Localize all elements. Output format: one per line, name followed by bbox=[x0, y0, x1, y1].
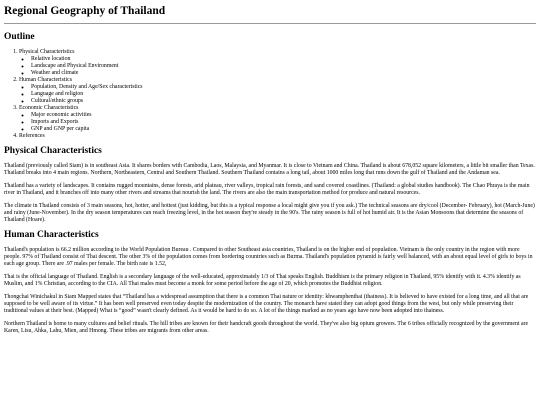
outline-subitem[interactable]: ◦ Population, Density and Age/Sex characteristics bbox=[31, 84, 536, 91]
outline-item-label[interactable]: References bbox=[19, 132, 45, 139]
outline-item-economic[interactable] bbox=[19, 105, 536, 133]
human-paragraph-identity: Thongchai Winichakul in Siam Mapped states that “Thailand has a widespread assumption that there is a common Thai nature or identity: khwamphenthai (thainess). It is believed to have existed for a long time, and all that are supposed to be well aware of its virtue.” It has been well preserved even today despite the modernization of the country. The monarch have stated they can adopt good things from the west, but only while preserving their traditional values at their best. (Mapped) What is “good” wasn't clearly defined. As it would be hard to do so. A lot of the things marked as no years ago have now been adopted into thainess. bbox=[4, 293, 529, 314]
human-paragraph-language: Thai is the official language of Thailand. English is a secondary language of the well-educated, approximately 1/3 of Thai speaks English. Buddhism is the primary religion in Thailand, 95% identify with it. 4.3% identify as Muslim, and 1% Christian, according to the CIA. All Thai males must become a monk for some period before the age of 20, which promotes the Buddhist religion. bbox=[4, 273, 521, 287]
outline-subitem[interactable]: ◦ Imports and Exports bbox=[31, 119, 536, 126]
human-section bbox=[4, 230, 536, 335]
outline-sublist bbox=[19, 112, 536, 133]
outline-item-label[interactable]: Physical Characteristics bbox=[19, 49, 75, 56]
outline-subitem[interactable]: ◦ GNP and GNP per capita bbox=[31, 126, 536, 133]
outline-subitem[interactable]: ◦ Landscape and Physical Environment bbox=[31, 63, 536, 70]
outline-subitem[interactable]: ◦ Cultural/ethnic groups bbox=[31, 98, 536, 105]
outline-item-physical[interactable] bbox=[19, 49, 536, 77]
outline-list bbox=[4, 49, 536, 139]
human-heading: Human Characteristics bbox=[4, 229, 99, 240]
title-divider bbox=[4, 23, 536, 24]
physical-paragraph-location: Thailand (previously called Siam) is in southeast Asia. It shares borders with Cambodia, Laos, Malaysia, and Myanmar. It is close to Vietnam and China. Thailand is about 678,052 square kilometers, a little bit smaller than Texas. Thailand breaks into 4 main regions. Northern, Northeastern, Central and Southern Thailand. Southern Thailand contains a long tail, about 1000 miles long that runs down the gulf of Thailand and the Andaman sea. bbox=[4, 162, 535, 176]
page-title: Regional Geography of Thailand bbox=[4, 5, 166, 17]
human-paragraph-tribes: Northern Thailand is home to many cultures and belief rituals. The hill tribes are known for their handcraft goods throughout the world. They've also big opium growers. The 6 tribes officially recognized by the government are Karen, Lisu, Ahka, Lahu, Mien, and Hmong. These tribes are migrants from other areas. bbox=[4, 320, 529, 334]
outline-heading: Outline bbox=[4, 31, 35, 42]
physical-heading: Physical Characteristics bbox=[4, 145, 102, 156]
outline-subitem[interactable]: ◦ Relative location bbox=[31, 56, 536, 63]
outline-item-references[interactable] bbox=[19, 133, 536, 140]
human-paragraph-population: Thailand's population is 66.2 million according to the World Population Bureau . Compared to other Southeast asia countries, Thailand is on the higher end of population. Vietnam is the only country in the region with more people. 97% of Thailand consist of Thai descent. The other 3% of the population comes from bordering countries such as Burma. Thailand's population pyramid is fairly well balanced, with an about equal level of girls to boys in each age group. There are .97 males per female. The birth rate is 1.52, bbox=[4, 247, 533, 267]
outline-item-label[interactable]: Human Characteristics bbox=[19, 77, 72, 83]
outline-sublist bbox=[19, 56, 536, 77]
outline-item-human[interactable] bbox=[19, 77, 536, 105]
outline-item-label[interactable]: Economic Characteristics bbox=[19, 104, 79, 111]
outline-section bbox=[4, 32, 536, 140]
physical-paragraph-landscape: Thailand has a variety of landscapes. It contains rugged mountains, dense forests, arid plateau, river valleys, tropical rain forests, and sand covered coastlines. (Thailand: a global studies handbook). The Chao Phraya is the main river in Thailand, and it branches off into many other rivers and streams that nourish the land. The rivers are also the main transportation method for produce and natural resources. bbox=[4, 182, 530, 196]
outline-sublist bbox=[19, 84, 536, 105]
physical-section bbox=[4, 146, 536, 224]
physical-paragraph-climate: The climate in Thailand consists of 3 main seasons, hot, hotter, and hottest (just kidding, but this is a typical response a local might give you if you ask.) The technical seasons are dry/cool (December- February), hot (March-June) and rainy (June-November). In the dry season temperatures can reach freezing level, in the hot season they're steady in the 90's. The rainy season is full of hot humid air. It is the Asian Monsoons that determine the seasons of Thailand (Hoare). bbox=[4, 202, 535, 223]
outline-subitem[interactable]: ◦ Weather and climate bbox=[31, 70, 536, 77]
outline-subitem[interactable]: ◦ Major economic activities bbox=[31, 112, 536, 119]
outline-subitem[interactable]: ◦ Language and religion bbox=[31, 91, 536, 98]
